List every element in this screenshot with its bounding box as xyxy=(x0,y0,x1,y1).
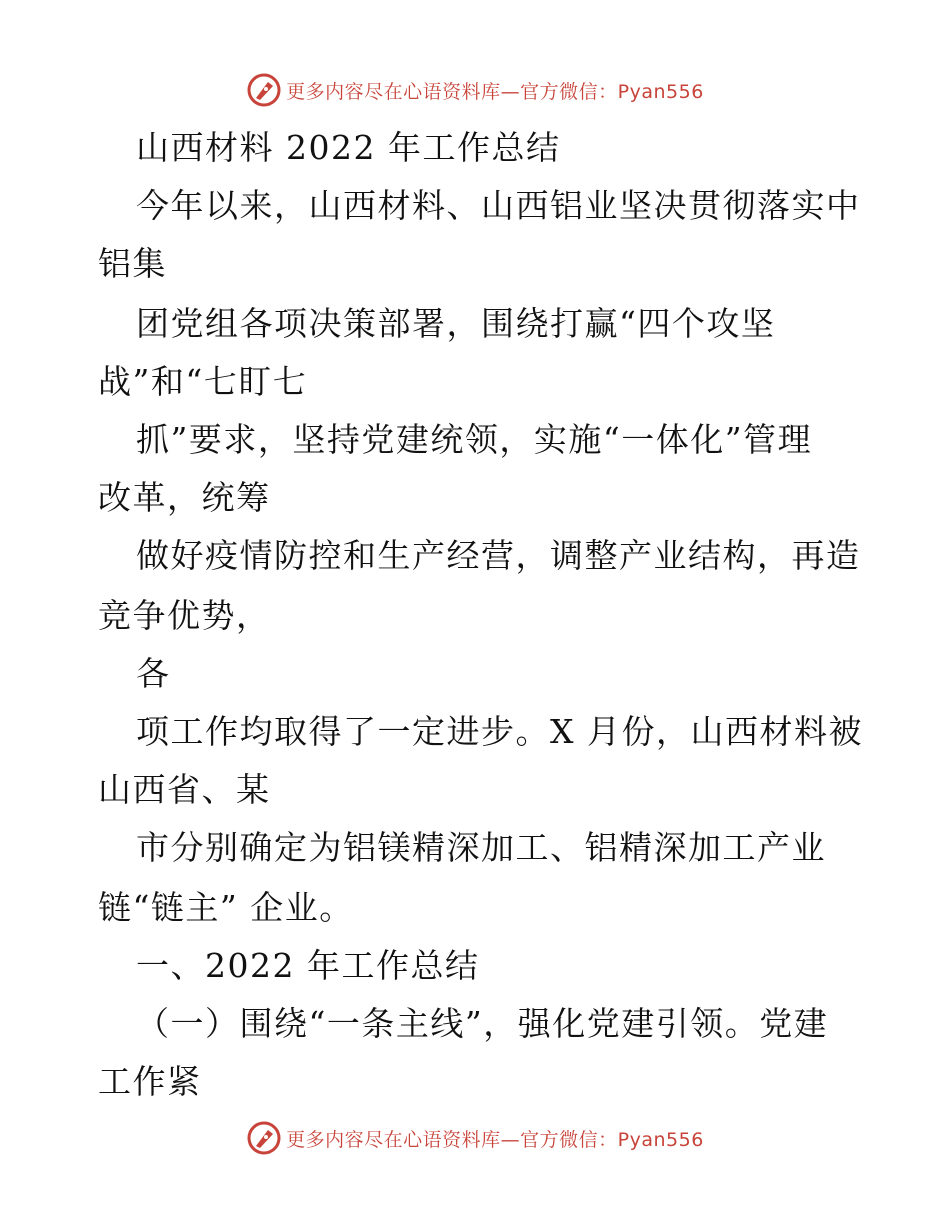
doc-line: 今年以来，山西材料、山西铝业坚决贯彻落实中 xyxy=(136,186,861,225)
doc-line: 链“链主” 企业。 xyxy=(98,888,354,927)
doc-line: 战”和“七盯七 xyxy=(98,362,308,401)
doc-line: 竞争优势， xyxy=(98,596,271,635)
watermark-text: 更多内容尽在心语资料库—官方微信：Pyan556 xyxy=(286,1128,704,1151)
pen-nib-logo-icon xyxy=(246,1120,282,1156)
subsection-heading: （一）围绕“一条主线”，强化党建引领。党建 xyxy=(136,1004,829,1043)
doc-line: 抓”要求，坚持党建统领，实施“一体化”管理 xyxy=(136,420,813,459)
footer-watermark xyxy=(0,1118,950,1158)
doc-title: 山西材料 2022 年工作总结 xyxy=(136,128,561,167)
watermark-text: 更多内容尽在心语资料库—官方微信：Pyan556 xyxy=(286,80,704,103)
doc-line: 项工作均取得了一定进步。X 月份，山西材料被 xyxy=(136,712,863,751)
doc-line: 团党组各项决策部署，围绕打赢“四个攻坚 xyxy=(136,304,776,343)
pen-nib-logo-icon xyxy=(246,72,282,108)
header-watermark xyxy=(0,70,950,110)
doc-line: 各 xyxy=(136,654,171,693)
section-heading: 一、2022 年工作总结 xyxy=(136,946,480,985)
doc-line: 工作紧 xyxy=(98,1062,202,1101)
doc-line: 市分别确定为铝镁精深加工、铝精深加工产业 xyxy=(136,828,826,867)
doc-line: 改革，统筹 xyxy=(98,478,271,517)
doc-line: 做好疫情防控和生产经营，调整产业结构，再造 xyxy=(136,536,861,575)
doc-line: 铝集 xyxy=(98,244,167,283)
doc-line: 山西省、某 xyxy=(98,770,271,809)
